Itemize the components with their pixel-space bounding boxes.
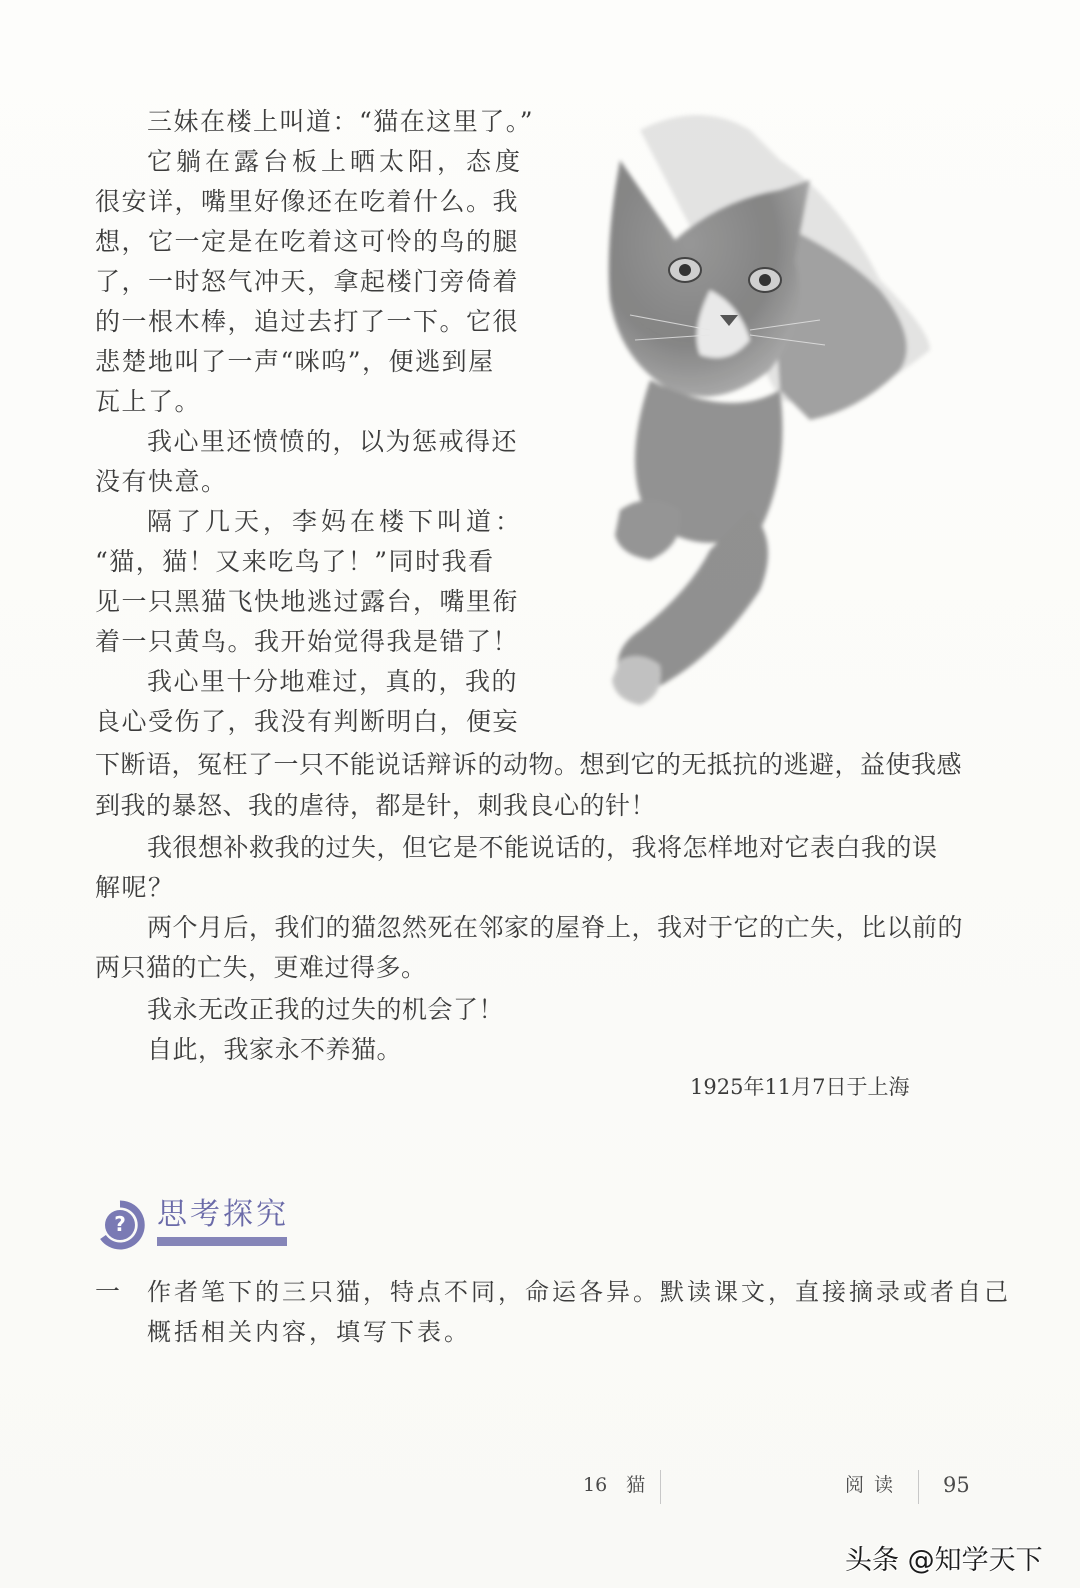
text-line: 的一根木棒，追过去打了一下。它很 bbox=[95, 307, 520, 336]
watermark: 头条 @知学天下 bbox=[845, 1545, 1043, 1576]
question-number: 一 bbox=[95, 1277, 121, 1306]
text-line: 我心里还愤愤的，以为惩戒得还 bbox=[147, 427, 519, 456]
text-line: 了，一时怒气冲天，拿起楼门旁倚着 bbox=[95, 267, 520, 296]
text-line: 想，它一定是在吃着这可怜的鸟的腿 bbox=[95, 227, 520, 256]
footer-divider bbox=[918, 1470, 919, 1504]
date-line: 1925年11月7日于上海 bbox=[690, 1075, 910, 1099]
question-line: 概括相关内容，填写下表。 bbox=[147, 1318, 471, 1346]
text-line: 它躺在露台板上晒太阳，态度 bbox=[147, 147, 525, 176]
footer-lesson: 16 猫 bbox=[583, 1474, 646, 1496]
cat-illustration bbox=[580, 90, 940, 730]
section-underline bbox=[157, 1237, 287, 1246]
text-line: 瓦上了。 bbox=[95, 387, 202, 416]
text-line: 到我的暴怒、我的虐待，都是针，刺我良心的针！ bbox=[95, 791, 657, 820]
page-number: 95 bbox=[943, 1473, 970, 1497]
svg-text:?: ? bbox=[114, 1212, 126, 1236]
text-line: 没有快意。 bbox=[95, 467, 228, 496]
text-line: 我永无改正我的过失的机会了！ bbox=[147, 995, 505, 1024]
text-line: 见一只黑猫飞快地逃过露台，嘴里衔 bbox=[95, 587, 520, 616]
text-line: 很安详，嘴里好像还在吃着什么。我 bbox=[95, 187, 520, 216]
text-line: 着一只黄鸟。我开始觉得我是错了！ bbox=[95, 627, 520, 656]
question-mark-icon bbox=[95, 1200, 145, 1250]
text-line: 解呢？ bbox=[95, 873, 175, 902]
text-line: “猫，猫！又来吃鸟了！”同时我看 bbox=[95, 547, 495, 576]
text-line: 自此，我家永不养猫。 bbox=[147, 1035, 403, 1064]
footer-divider bbox=[660, 1470, 661, 1504]
text-line: 悲楚地叫了一声“咪呜”，便逃到屋 bbox=[95, 347, 495, 376]
question-line: 作者笔下的三只猫，特点不同，命运各异。默读课文，直接摘录或者自己 bbox=[147, 1278, 1011, 1306]
text-line: 良心受伤了，我没有判断明白，便妄 bbox=[95, 707, 520, 736]
text-line: 我很想补救我的过失，但它是不能说话的，我将怎样地对它表白我的误 bbox=[147, 833, 938, 862]
text-line: 下断语，冤枉了一只不能说话辩诉的动物。想到它的无抵抗的逃避，益使我感 bbox=[95, 750, 963, 779]
text-line: 三妹在楼上叫道：“猫在这里了。” bbox=[147, 107, 535, 136]
text-line: 两只猫的亡失，更难过得多。 bbox=[95, 953, 427, 982]
text-line: 我心里十分地难过，真的，我的 bbox=[147, 667, 519, 696]
section-title: 思考探究 bbox=[157, 1197, 289, 1232]
footer-unit: 阅 读 bbox=[845, 1474, 896, 1496]
text-line: 隔了几天，李妈在楼下叫道： bbox=[147, 507, 525, 536]
text-line: 两个月后，我们的猫忽然死在邻家的屋脊上，我对于它的亡失，比以前的 bbox=[147, 913, 964, 942]
